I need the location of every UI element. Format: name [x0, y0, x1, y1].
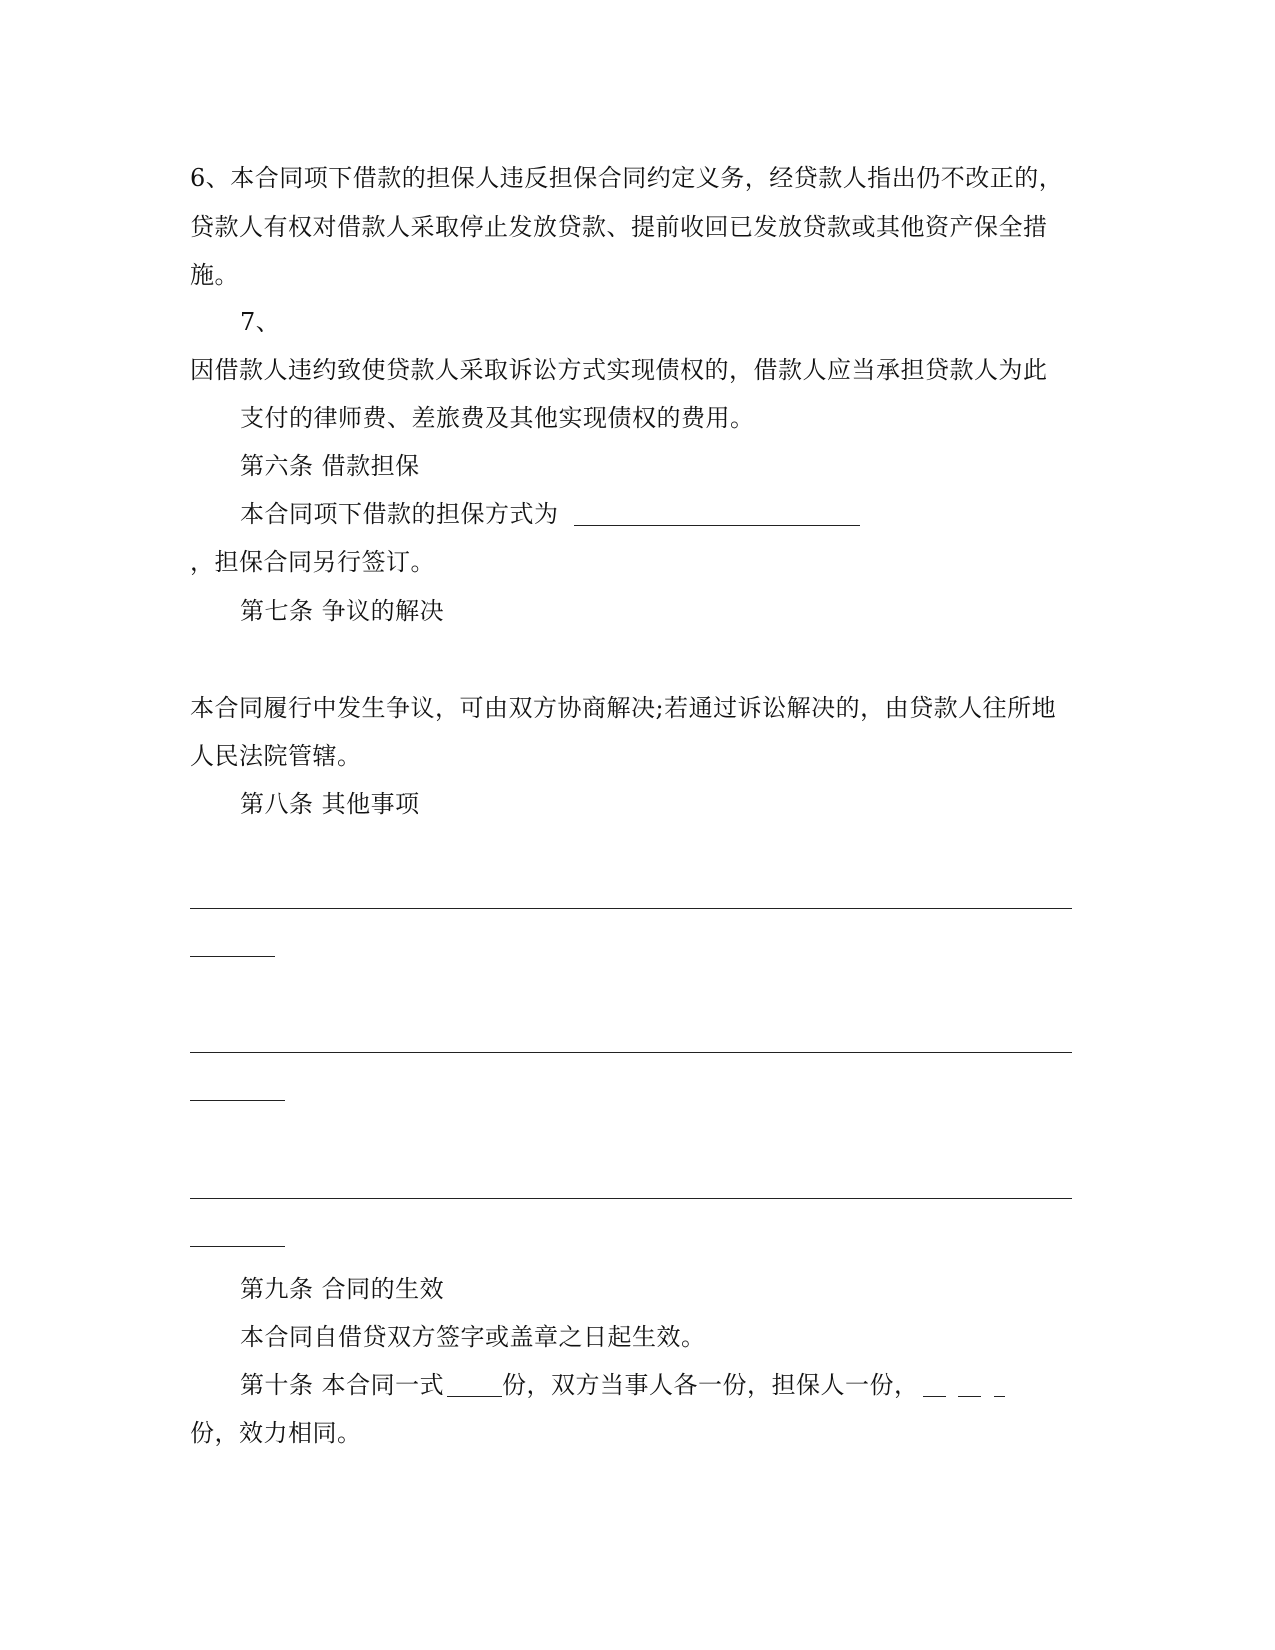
- other-matters-blank-2: [190, 1052, 1072, 1053]
- article6-text-line1: 本合同项下借款的担保方式为: [240, 500, 559, 528]
- other-matters-blank-1-end: [190, 956, 275, 957]
- article10-line1-a: 第十条 本合同一式: [240, 1371, 445, 1399]
- item6-line1: 6、本合同项下借款的担保人违反担保合同约定义务，经贷款人指出仍不改正的，: [190, 164, 1064, 192]
- article7-heading: 第七条 争议的解决: [240, 597, 445, 625]
- other-copies-blank-1: [923, 1396, 946, 1397]
- article8-heading: 第八条 其他事项: [240, 790, 420, 818]
- item6-line3: 施。: [190, 261, 239, 289]
- item7-line1: 因借款人违约致使贷款人采取诉讼方式实现债权的，借款人应当承担贷款人为此: [190, 356, 1048, 384]
- copies-count-blank: [447, 1396, 502, 1397]
- item7-number: 7、: [240, 308, 281, 336]
- article7-line1: 本合同履行中发生争议，可由双方协商解决;若通过诉讼解决的，由贷款人往所地: [190, 694, 1057, 722]
- other-copies-blank-2: [958, 1396, 981, 1397]
- other-matters-blank-3: [190, 1198, 1072, 1199]
- article9-heading: 第九条 合同的生效: [240, 1275, 445, 1303]
- other-matters-blank-2-end: [190, 1100, 285, 1101]
- item6-line2: 贷款人有权对借款人采取停止发放贷款、提前收回已发放贷款或其他资产保全措: [190, 213, 1048, 241]
- article6-heading: 第六条 借款担保: [240, 452, 420, 480]
- article9-text: 本合同自借贷双方签字或盖章之日起生效。: [240, 1323, 706, 1351]
- guarantee-method-blank: [574, 525, 860, 526]
- other-matters-blank-3-end: [190, 1246, 285, 1247]
- article10-line1-b: 份，双方当事人各一份，担保人一份，: [502, 1371, 919, 1399]
- article6-text-line2: ，担保合同另行签订。: [190, 548, 435, 576]
- article10-line2: 份，效力相同。: [190, 1419, 362, 1447]
- other-copies-blank-3: [994, 1396, 1005, 1397]
- item7-line2: 支付的律师费、差旅费及其他实现债权的费用。: [240, 404, 755, 432]
- other-matters-blank-1: [190, 908, 1072, 909]
- article7-line2: 人民法院管辖。: [190, 742, 362, 770]
